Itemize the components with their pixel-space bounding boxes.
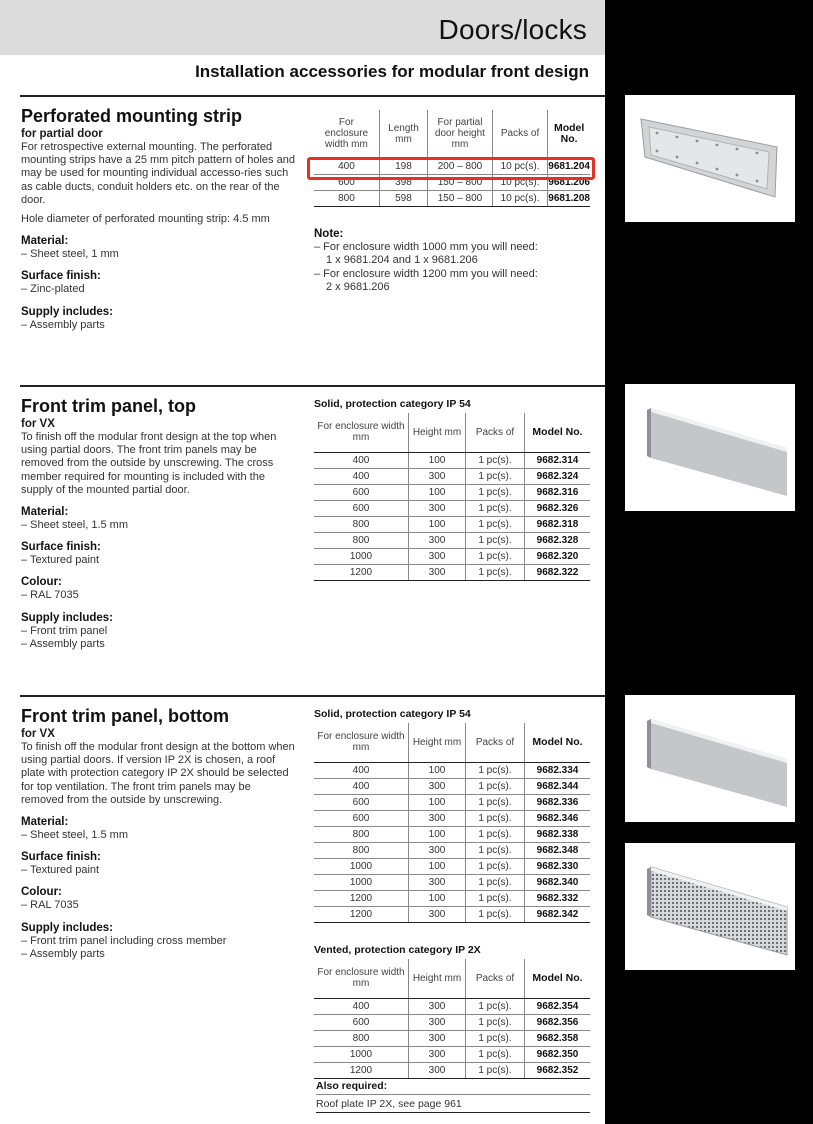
table-cell: 1 pc(s). xyxy=(466,778,525,794)
front-trim-vented-photo xyxy=(625,843,795,970)
table-cell: 1 pc(s). xyxy=(466,1030,525,1046)
model-no-cell: 9682.332 xyxy=(525,890,591,906)
table-cell: 600 xyxy=(314,794,409,810)
col-header: For enclosure width mm xyxy=(314,959,409,998)
model-no-cell: 9682.318 xyxy=(525,516,591,532)
table-cell: 1 pc(s). xyxy=(466,1046,525,1062)
note-line: – For enclosure width 1200 mm you will need: xyxy=(314,267,538,280)
colour-value: – RAL 7035 xyxy=(21,899,79,912)
also-required-label: Also required: xyxy=(316,1080,388,1092)
material-value: – Sheet steel, 1.5 mm xyxy=(21,519,128,532)
table-cell: 300 xyxy=(409,468,466,484)
section-divider xyxy=(20,385,605,387)
table-cell: 1 pc(s). xyxy=(466,810,525,826)
model-no-cell: 9682.352 xyxy=(525,1062,591,1078)
table-cell: 1 pc(s). xyxy=(466,1014,525,1030)
supply-item: – Assembly parts xyxy=(21,637,105,650)
table-cell: 600 xyxy=(314,174,379,190)
table-cell: 400 xyxy=(314,452,409,468)
model-no-cell: 9682.328 xyxy=(525,532,591,548)
col-header: Packs of xyxy=(466,723,525,762)
colour-value: – RAL 7035 xyxy=(21,589,79,602)
also-required xyxy=(316,1080,590,1113)
table-cell: 1200 xyxy=(314,564,409,580)
also-required-text: Roof plate IP 2X, see page 961 xyxy=(316,1094,590,1113)
col-header: Model No. xyxy=(548,110,590,158)
material-label: Material: xyxy=(21,816,69,829)
table-cell: 1 pc(s). xyxy=(466,548,525,564)
table-cell: 300 xyxy=(409,1030,466,1046)
table-cell: 1 pc(s). xyxy=(466,762,525,778)
col-header: Model No. xyxy=(525,413,591,452)
section-subtitle: for VX xyxy=(21,418,55,430)
table-row xyxy=(314,452,590,468)
section-divider xyxy=(20,95,605,97)
table-row xyxy=(314,890,590,906)
front-trim-top-photo xyxy=(625,384,795,511)
table-cell: 1 pc(s). xyxy=(466,858,525,874)
table-cell: 100 xyxy=(409,794,466,810)
table-row xyxy=(314,516,590,532)
supply-item: – Front trim panel xyxy=(21,624,108,637)
table-caption: Solid, protection category IP 54 xyxy=(314,708,471,720)
description: To finish off the modular front design at the bottom when using partial doors. If version IP 2X is chosen, a roof plate with protection category IP 2X should be selected for top ventilation. The front trim panels may be removed from the outside by unscrewing. xyxy=(21,741,295,806)
note-block xyxy=(314,228,594,294)
table-cell: 100 xyxy=(409,452,466,468)
table-cell: 10 pc(s). xyxy=(492,190,547,206)
table-cell: 300 xyxy=(409,548,466,564)
material-value: – Sheet steel, 1.5 mm xyxy=(21,829,128,842)
table-cell: 1000 xyxy=(314,1046,409,1062)
model-no-cell: 9682.322 xyxy=(525,564,591,580)
model-no-cell: 9682.316 xyxy=(525,484,591,500)
table-cell: 100 xyxy=(409,826,466,842)
colour-label: Colour: xyxy=(21,576,62,589)
table-cell: 1 pc(s). xyxy=(466,468,525,484)
model-no-cell: 9682.356 xyxy=(525,1014,591,1030)
table-row xyxy=(314,548,590,564)
table-row xyxy=(314,762,590,778)
description: For retrospective external mounting. The perforated mounting strips have a 25 mm pitch pattern of holes and may be used for mounting individual accesso-ries such as cable ducts, conduit holders etc. on the rear of the door. xyxy=(21,141,295,206)
table-cell: 150 – 800 xyxy=(428,174,493,190)
table-cell: 1 pc(s). xyxy=(466,484,525,500)
table-row xyxy=(314,810,590,826)
section-title: Perforated mounting strip xyxy=(21,106,243,126)
col-header: Packs of xyxy=(492,110,547,158)
table-cell: 300 xyxy=(409,842,466,858)
row-highlight xyxy=(307,157,595,180)
table-cell: 300 xyxy=(409,1014,466,1030)
note-line: 1 x 9681.204 and 1 x 9681.206 xyxy=(326,254,478,267)
page-title: Doors/locks xyxy=(438,14,587,45)
table-row xyxy=(314,874,590,890)
table-cell: 300 xyxy=(409,1062,466,1078)
model-no-cell: 9682.320 xyxy=(525,548,591,564)
table-cell: 1 pc(s). xyxy=(466,516,525,532)
col-header: Model No. xyxy=(525,959,591,998)
col-header: For enclosure width mm xyxy=(314,723,409,762)
supply-label: Supply includes: xyxy=(21,611,114,624)
table-row xyxy=(314,500,590,516)
section-title: Front trim panel, bottom xyxy=(21,706,229,726)
model-no-cell: 9681.208 xyxy=(548,190,590,206)
table-cell: 1 pc(s). xyxy=(466,452,525,468)
table-cell: 100 xyxy=(409,516,466,532)
section-perforated-strip xyxy=(21,106,296,332)
front-trim-top-table xyxy=(314,413,590,581)
table-row xyxy=(314,1046,590,1062)
table-cell: 1 pc(s). xyxy=(466,564,525,580)
table-row xyxy=(314,1062,590,1078)
table-cell: 398 xyxy=(379,174,427,190)
table-cell: 100 xyxy=(409,762,466,778)
model-no-cell: 9682.330 xyxy=(525,858,591,874)
table-cell: 1200 xyxy=(314,906,409,922)
model-no-cell: 9682.334 xyxy=(525,762,591,778)
table-cell: 1 pc(s). xyxy=(466,874,525,890)
table-cell: 1 pc(s). xyxy=(466,906,525,922)
table-row xyxy=(314,532,590,548)
col-header: For partial door height mm xyxy=(428,110,493,158)
table-cell: 300 xyxy=(409,906,466,922)
table-cell: 800 xyxy=(314,1030,409,1046)
surface-value: – Textured paint xyxy=(21,864,100,877)
surface-label: Surface finish: xyxy=(21,851,101,864)
col-header: Packs of xyxy=(466,959,525,998)
table-row xyxy=(314,778,590,794)
supply-item: – Assembly parts xyxy=(21,947,105,960)
surface-label: Surface finish: xyxy=(21,270,101,283)
model-no-cell: 9682.338 xyxy=(525,826,591,842)
model-no-cell: 9681.204 xyxy=(548,158,590,174)
table-cell: 100 xyxy=(409,858,466,874)
table-cell: 198 xyxy=(379,158,427,174)
table-row xyxy=(314,190,590,206)
table-row xyxy=(314,998,590,1014)
model-no-cell: 9682.354 xyxy=(525,998,591,1014)
supply-item: – Assembly parts xyxy=(21,318,105,331)
model-no-cell: 9682.326 xyxy=(525,500,591,516)
col-header: Height mm xyxy=(409,413,466,452)
table-row xyxy=(314,858,590,874)
table-cell: 100 xyxy=(409,890,466,906)
table-cell: 800 xyxy=(314,532,409,548)
table-cell: 400 xyxy=(314,158,379,174)
colour-label: Colour: xyxy=(21,886,62,899)
table-cell: 400 xyxy=(314,468,409,484)
model-no-cell: 9682.342 xyxy=(525,906,591,922)
col-header: Height mm xyxy=(409,959,466,998)
table-row xyxy=(314,794,590,810)
col-header: For enclosure width mm xyxy=(314,413,409,452)
table-cell: 1 pc(s). xyxy=(466,532,525,548)
table-cell: 300 xyxy=(409,874,466,890)
table-row xyxy=(314,564,590,580)
table-cell: 600 xyxy=(314,484,409,500)
model-no-cell: 9681.206 xyxy=(548,174,590,190)
table-cell: 400 xyxy=(314,998,409,1014)
table-cell: 400 xyxy=(314,762,409,778)
section-title: Front trim panel, top xyxy=(21,396,196,416)
table-cell: 400 xyxy=(314,778,409,794)
table-cell: 800 xyxy=(314,826,409,842)
model-no-cell: 9682.324 xyxy=(525,468,591,484)
surface-label: Surface finish: xyxy=(21,541,101,554)
table-cell: 300 xyxy=(409,778,466,794)
table-cell: 600 xyxy=(314,810,409,826)
table-row xyxy=(314,468,590,484)
table-cell: 1 pc(s). xyxy=(466,1062,525,1078)
section-front-trim-bottom xyxy=(21,706,296,961)
material-label: Material: xyxy=(21,506,69,519)
table-cell: 1000 xyxy=(314,874,409,890)
front-trim-vented-table xyxy=(314,959,590,1079)
note-line: – For enclosure width 1000 mm you will need: xyxy=(314,241,538,254)
table-cell: 1 pc(s). xyxy=(466,794,525,810)
model-no-cell: 9682.348 xyxy=(525,842,591,858)
table-cell: 1 pc(s). xyxy=(466,500,525,516)
hole-info: Hole diameter of perforated mounting strip: 4.5 mm xyxy=(21,213,270,226)
table-cell: 800 xyxy=(314,842,409,858)
section-subtitle: for VX xyxy=(21,728,55,740)
table-row xyxy=(314,484,590,500)
section-divider xyxy=(20,695,605,697)
table-cell: 800 xyxy=(314,190,379,206)
surface-value: – Textured paint xyxy=(21,554,100,567)
table-row xyxy=(314,1014,590,1030)
table-cell: 300 xyxy=(409,1046,466,1062)
page-subtitle: Installation accessories for modular front design xyxy=(195,62,589,81)
table-cell: 10 pc(s). xyxy=(492,174,547,190)
table-row xyxy=(314,1030,590,1046)
table-cell: 1 pc(s). xyxy=(466,842,525,858)
material-label: Material: xyxy=(21,235,69,248)
supply-item: – Front trim panel including cross member xyxy=(21,934,227,947)
table-caption: Solid, protection category IP 54 xyxy=(314,398,471,410)
table-cell: 1 pc(s). xyxy=(466,826,525,842)
front-trim-bottom-table xyxy=(314,723,590,923)
model-no-cell: 9682.344 xyxy=(525,778,591,794)
table-cell: 300 xyxy=(409,810,466,826)
header-band xyxy=(0,0,605,55)
table-cell: 1 pc(s). xyxy=(466,998,525,1014)
table-cell: 1000 xyxy=(314,858,409,874)
description: To finish off the modular front design at the top when using partial doors. The front trim panels may be removed from the outside by unscrewing. The cross member required for mounting is included with the supply of the mounted partial door. xyxy=(21,431,277,496)
table-cell: 1200 xyxy=(314,1062,409,1078)
model-no-cell: 9682.314 xyxy=(525,452,591,468)
supply-label: Supply includes: xyxy=(21,921,114,934)
table-cell: 10 pc(s). xyxy=(492,158,547,174)
table-row xyxy=(314,906,590,922)
col-header: Length mm xyxy=(379,110,427,158)
table-cell: 200 – 800 xyxy=(428,158,493,174)
table-cell: 1 pc(s). xyxy=(466,890,525,906)
table-row xyxy=(314,826,590,842)
model-no-cell: 9682.340 xyxy=(525,874,591,890)
table-cell: 600 xyxy=(314,500,409,516)
model-no-cell: 9682.336 xyxy=(525,794,591,810)
material-value: – Sheet steel, 1 mm xyxy=(21,248,119,261)
table-cell: 300 xyxy=(409,532,466,548)
perforated-strip-photo xyxy=(625,95,795,222)
section-front-trim-top xyxy=(21,396,296,651)
table-row xyxy=(314,842,590,858)
table-cell: 300 xyxy=(409,998,466,1014)
col-header: Packs of xyxy=(466,413,525,452)
col-header: Model No. xyxy=(525,723,591,762)
table-cell: 150 – 800 xyxy=(428,190,493,206)
section-subtitle: for partial door xyxy=(21,128,103,140)
table-cell: 800 xyxy=(314,516,409,532)
model-no-cell: 9682.358 xyxy=(525,1030,591,1046)
table-cell: 100 xyxy=(409,484,466,500)
model-no-cell: 9682.350 xyxy=(525,1046,591,1062)
front-trim-bottom-photo xyxy=(625,695,795,822)
table-caption: Vented, protection category IP 2X xyxy=(314,944,481,956)
table-cell: 1200 xyxy=(314,890,409,906)
surface-value: – Zinc-plated xyxy=(21,283,85,296)
note-line: 2 x 9681.206 xyxy=(326,280,390,293)
model-no-cell: 9682.346 xyxy=(525,810,591,826)
supply-label: Supply includes: xyxy=(21,305,114,318)
table-cell: 600 xyxy=(314,1014,409,1030)
col-header: Height mm xyxy=(409,723,466,762)
table-cell: 300 xyxy=(409,564,466,580)
note-label: Note: xyxy=(314,228,344,240)
table-cell: 598 xyxy=(379,190,427,206)
table-cell: 300 xyxy=(409,500,466,516)
table-cell: 1000 xyxy=(314,548,409,564)
col-header: For enclosure width mm xyxy=(314,110,379,158)
